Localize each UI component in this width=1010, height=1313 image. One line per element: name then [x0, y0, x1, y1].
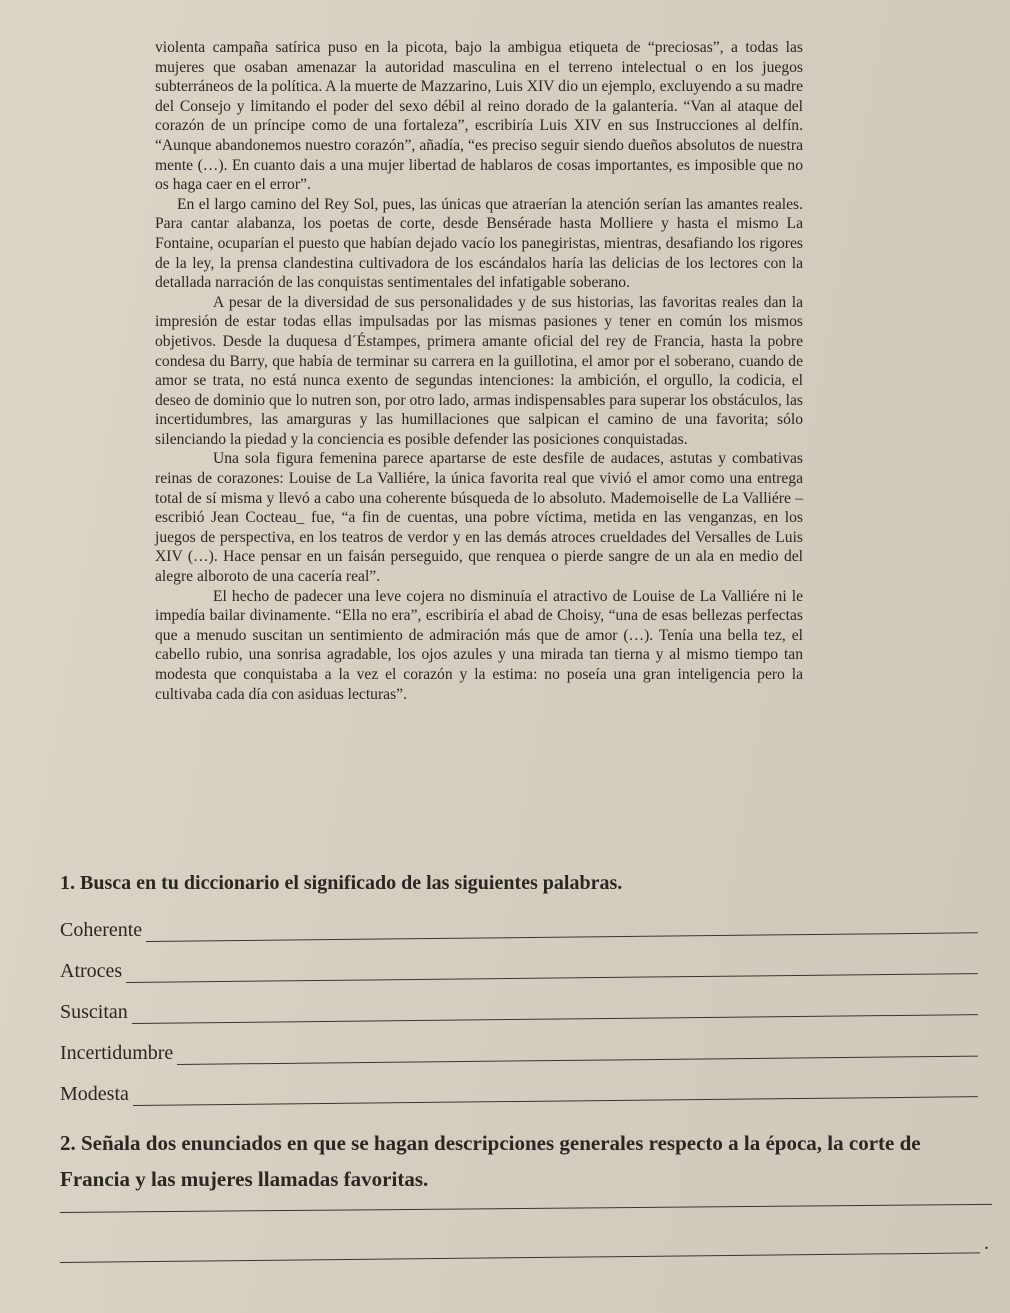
exercise-1	[60, 872, 990, 1106]
vocab-word: Incertidumbre	[60, 1042, 174, 1064]
answer-field[interactable]	[126, 951, 978, 983]
paragraph-3: A pesar de la diversidad de sus personalidades y de sus historias, las favoritas reales dan la impresión de estar todas ellas impulsadas por las mismas pasiones y tener en común los mismos objetivos. Desde la duquesa d´Éstampes, primera amante oficial del rey de Francia, hasta la pobre condesa du Barry, que había de terminar su carrera en la guillotina, el amor por el soberano, cuando de amor se trata, no está nunca exento de segundas intenciones: la ambición, el orgullo, la codicia, el deseo de dominio que lo nutren son, por otro lado, armas indispensables para superar los obstáculos, las incertidumbres, las amarguras y las humillaciones que salpican el camino de una favorita; sólo silenciando la piedad y la conciencia es posible defender las posiciones conquistadas.	[155, 293, 803, 448]
answer-line-1[interactable]	[60, 1204, 992, 1213]
end-period: .	[984, 1232, 989, 1254]
paragraph-1: violenta campaña satírica puso en la picota, bajo la ambigua etiqueta de “preciosas”, a todas las mujeres que osaban amenazar la autoridad masculina en el terreno intelectual o en los juegos subterráneos de la política. A la muerte de Mazzarino, Luis XIV dio un ejemplo, excluyendo a su madre del Consejo y limitando el poder del sexo débil al reino dorado de la galantería. “Van al ataque del corazón de un príncipe como de una fortaleza”, escribiría Luis XIV en sus Instrucciones al delfín. “Aunque abandonemos nuestro corazón”, añadía, “es preciso seguir siendo dueños absolutos de nuestra mente (…). En cuanto dais a una mujer libertad de hablaros de cosas importantes, es imposible que no os haga caer en el error”.	[155, 39, 803, 194]
vocab-row	[60, 942, 990, 983]
paragraph-2: En el largo camino del Rey Sol, pues, las únicas que atraerían la atención serían las amantes reales. Para cantar alabanza, los poetas de corte, desde Bensérade hasta Molliere y hasta el mismo La Fontaine, ocuparían el puesto que habían dejado vacío los panegiristas, mientras, desafiando los rigores de la ley, la prensa clandestina cultivadora de los escándalos haría las delicias de los lectores con la detallada narración de las conquistas sentimentales del infatigable soberano.	[155, 195, 803, 292]
paragraph-4: Una sola figura femenina parece apartarse de este desfile de audaces, astutas y combativas reinas de corazones: Louise de La Valliére, la única favorita real que vivió el amor como una entrega total de sí misma y llevó a cabo una coherente búsqueda de lo absoluto. Mademoiselle de La Valliére –escribió Jean Cocteau_ fue, “a fin de cuentas, una pobre víctima, metida en las venganzas, en los juegos de perspectiva, en los teatros de verdor y en las demás atroces crueldades del Versalles de Luis XIV (…). Hace pensar en un faisán perseguido, que renquea o pierde sangre de un ala en medio del alegre alboroto de una cacería real”.	[155, 450, 803, 586]
answer-field[interactable]	[146, 910, 978, 942]
exercise-1-title: 1. Busca en tu diccionario el significado de las siguientes palabras.	[60, 872, 623, 894]
paragraph-5: El hecho de padecer una leve cojera no disminuía el atractivo de Louise de La Valliére ni le impedía bailar divinamente. “Ella no era”, escribiría el abad de Choisy, “una de esas bellezas perfectas que a menudo suscitan un sentimiento de admiración más que de amor (…). Tenía una bella tez, el cabello rubio, una sonrisa agradable, los ojos azules y una mirada tan tierna y al mismo tiempo tan modesta que conquistaba a la vez el corazón y la estima: no poseía una gran inteligencia pero la cultivaba cada día con asiduas lecturas”.	[155, 587, 803, 703]
vocab-word: Coherente	[60, 919, 143, 941]
answer-field[interactable]	[132, 992, 978, 1024]
vocab-row	[60, 1065, 990, 1106]
answer-line-2[interactable]	[60, 1252, 980, 1263]
answer-field[interactable]	[133, 1074, 978, 1106]
vocab-row	[60, 901, 990, 942]
reading-passage	[155, 38, 803, 704]
vocab-word: Suscitan	[60, 1001, 128, 1023]
vocab-word: Modesta	[60, 1083, 129, 1105]
exercise-2-title: 2. Señala dos enunciados en que se hagan descripciones generales respecto a la época, la corte de Francia y las mujeres llamadas favoritas.	[60, 1131, 921, 1191]
answer-field[interactable]	[177, 1034, 978, 1065]
vocab-word: Atroces	[60, 960, 123, 982]
vocab-row	[60, 1024, 990, 1065]
vocab-row	[60, 983, 990, 1024]
